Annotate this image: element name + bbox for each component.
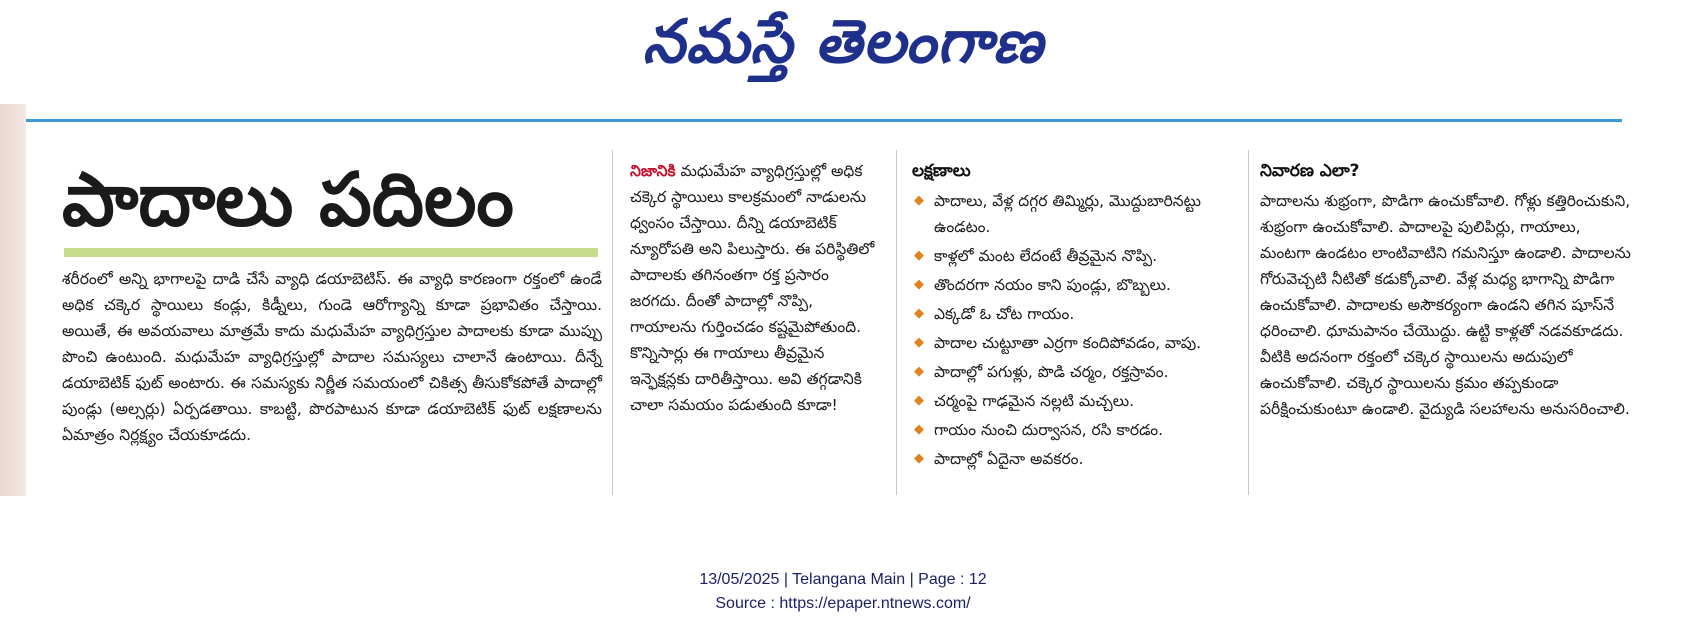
reality-paragraph <box>630 158 880 418</box>
headline-underline <box>64 248 598 257</box>
diamond-bullet-icon: ◆ <box>914 335 924 350</box>
diamond-bullet-icon: ◆ <box>914 364 924 379</box>
page-footer <box>0 568 1686 616</box>
prevention-heading: నివారణ ఎలా? <box>1260 161 1360 181</box>
reality-kicker: నిజానికి <box>630 162 676 180</box>
list-item-text: పాదాల్లో ఏదైనా అవకరం. <box>934 450 1084 468</box>
symptoms-column <box>912 158 1252 475</box>
list-item-text: ఎక్కడో ఓ చోట గాయం. <box>934 305 1075 323</box>
reality-column <box>630 158 880 418</box>
column-divider <box>1248 150 1249 495</box>
diamond-bullet-icon: ◆ <box>914 393 924 408</box>
list-item <box>912 330 1252 356</box>
list-item-text: పాదాల్లో పగుళ్లు, పొడి చర్మం, రక్తస్రావం. <box>934 363 1169 381</box>
diamond-bullet-icon: ◆ <box>914 306 924 321</box>
intro-paragraph: శరీరంలో అన్ని భాగాలపై దాడి చేసే వ్యాధి డయాబెటిస్. ఈ వ్యాధి కారణంగా రక్తంలో ఉండే అధిక చక్కెర స్థాయిలు కండ్లు, కిడ్నీలు, గుండె ఆరోగ్యాన్ని కూడా ప్రభావితం చేస్తాయి. అయితే, ఈ అవయవాలు మాత్రమే కాదు మధుమేహ వ్యాధిగ్రస్తుల పాదాలకు కూడా ముప్పు పొంచి ఉంటుంది. మధుమేహ వ్యాధిగ్రస్తుల్లో పాదాల సమస్యలు చాలానే ఉంటాయి. దీన్నే డయాబెటిక్ ఫుట్ అంటారు. ఈ సమస్యకు నిర్ణీత సమయంలో చికిత్స తీసుకోకపోతే పాదాల్లో పుండ్లు (అల్సర్లు) ఏర్పడతాయి. కాబట్టి, పొరపాటున కూడా డయాబెటిక్ ఫుట్ లక్షణాలను ఏమాత్రం నిర్లక్ష్యం చేయకూడదు. <box>62 270 602 444</box>
reality-text: మధుమేహ వ్యాధిగ్రస్తుల్లో అధిక చక్కెర స్థాయిలు కాలక్రమంలో నాడులను ధ్వంసం చేస్తాయి. దీన్ని డయాబెటిక్ న్యూరోపతి అని పిలుస్తారు. ఈ పరిస్థితిలో పాదాలకు తగినంతగా రక్త ప్రసారం జరగదు. దీంతో పాదాల్లో నొప్పి, గాయాలను గుర్తించడం కష్టమైపోతుంది. కొన్నిసార్లు ఈ గాయాలు తీవ్రమైన ఇన్ఫెక్షన్లకు దారితీస్తాయి. అవి తగ్గడానికి చాలా సమయం పడుతుంది కూడా! <box>630 162 875 414</box>
diamond-bullet-icon: ◆ <box>914 277 924 292</box>
photo-edge <box>0 104 26 496</box>
list-item <box>912 388 1252 414</box>
list-item-text: కాళ్లలో మంట లేదంటే తీవ్రమైన నొప్పి. <box>934 247 1158 265</box>
list-item-text: పాదాల చుట్టూతా ఎర్రగా కందిపోవడం, వాపు. <box>934 334 1202 352</box>
list-item <box>912 417 1252 443</box>
diamond-bullet-icon: ◆ <box>914 422 924 437</box>
diamond-bullet-icon: ◆ <box>914 248 924 263</box>
list-item <box>912 446 1252 472</box>
column-divider <box>896 150 897 495</box>
list-item-text: తొందరగా నయం కాని పుండ్లు, బొబ్బలు. <box>934 276 1171 294</box>
list-item <box>912 359 1252 385</box>
footer-date-line: 13/05/2025 | Telangana Main | Page : 12 <box>699 571 987 588</box>
list-item <box>912 272 1252 298</box>
prevention-column <box>1260 158 1635 422</box>
list-item-text: చర్మంపై గాఢమైన నల్లటి మచ్చలు. <box>934 392 1135 410</box>
intro-column <box>62 266 602 448</box>
list-item <box>912 243 1252 269</box>
top-rule <box>26 119 1622 122</box>
list-item <box>912 188 1252 240</box>
prevention-paragraph: పాదాలను శుభ్రంగా, పొడిగా ఉంచుకోవాలి. గోళ్లు కత్తిరించుకుని, శుభ్రంగా ఉంచుకోవాలి. పాదాలపై పులిపిర్లు, గాయాలు, మంటగా ఉండటం లాంటివాటిని గమనిస్తూ ఉండాలి. పాదాలను గోరువెచ్చటి నీటితో కడుక్కోవాలి. వేళ్ల మధ్య భాగాన్ని పొడిగా ఉంచుకోవాలి. పాదాలకు అసౌకర్యంగా ఉండని తగిన షూస్‌నే ధరించాలి. ధూమపానం చేయొద్దు. ఉట్టి కాళ్లతో నడవకూడదు. వీటికి అదనంగా రక్తంలో చక్కెర స్థాయిలను అదుపులో ఉంచుకోవాలి. చక్కెర స్థాయిలను క్రమం తప్పకుండా పరీక్షించుకుంటూ ఉండాలి. వైద్యుడి సలహాలను అనుసరించాలి. <box>1260 192 1631 418</box>
column-divider <box>612 150 613 495</box>
list-item-text: గాయం నుంచి దుర్వాసన, రసి కారడం. <box>934 421 1164 439</box>
masthead-logo: నమస్తే తెలంగాణ <box>642 7 1044 77</box>
list-item <box>912 301 1252 327</box>
diamond-bullet-icon: ◆ <box>914 451 924 466</box>
diamond-bullet-icon: ◆ <box>914 193 924 208</box>
symptoms-list <box>912 188 1252 472</box>
footer-source-link[interactable]: Source : https://epaper.ntnews.com/ <box>715 595 971 612</box>
list-item-text: పాదాలు, వేళ్ల దగ్గర తిమ్మిర్లు, మొద్దుబారినట్టు ఉండటం. <box>934 192 1202 236</box>
article-headline: పాదాలు పదిలం <box>62 157 514 243</box>
symptoms-heading: లక్షణాలు <box>912 161 971 181</box>
